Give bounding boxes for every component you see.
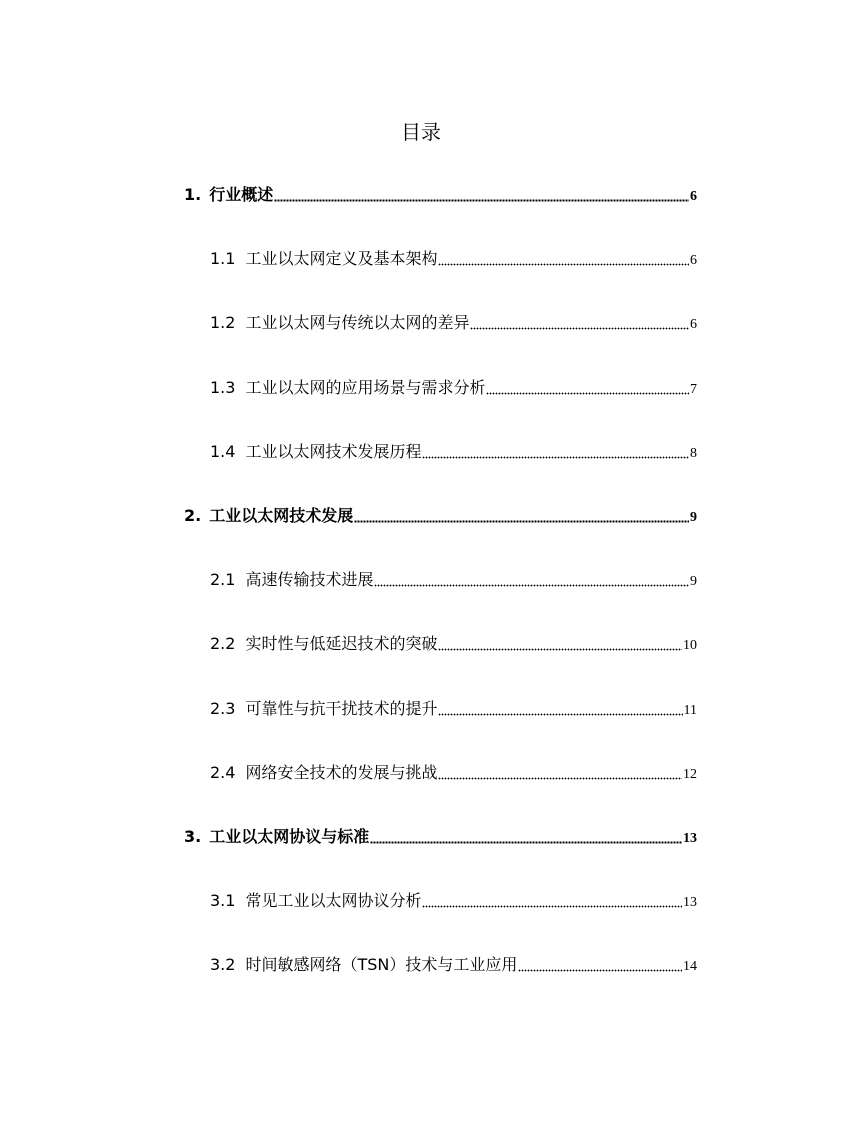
toc-entry-title: 实时性与低延迟技术的突破 — [245, 634, 438, 653]
toc-entry-number: 1.2 — [210, 313, 236, 332]
toc-entry-title: 工业以太网技术发展 — [209, 506, 354, 525]
toc-entry-number: 2. — [184, 506, 202, 525]
toc-section-entry[interactable] — [210, 439, 697, 463]
toc-entry-title: 工业以太网技术发展历程 — [245, 442, 422, 461]
toc-section-entry[interactable] — [210, 631, 697, 655]
toc-chapter-entry[interactable] — [184, 824, 697, 848]
toc-entry-title: 工业以太网协议与标准 — [209, 827, 370, 846]
toc-page-number: 7 — [690, 382, 697, 397]
toc-entry-number: 1.3 — [210, 378, 236, 397]
toc-page-number: 9 — [690, 574, 697, 589]
toc-title: 目录 — [401, 120, 441, 144]
toc-section-entry[interactable] — [210, 246, 697, 270]
toc-chapter-entry[interactable] — [184, 503, 697, 527]
toc-section-entry[interactable] — [210, 375, 697, 399]
toc-section-entry[interactable] — [210, 952, 697, 976]
toc-page-number: 14 — [683, 959, 697, 974]
toc-page-number: 10 — [683, 638, 697, 653]
toc-entry-number: 2.3 — [210, 699, 236, 718]
toc-page-number: 6 — [690, 317, 697, 332]
toc-page-number: 8 — [690, 446, 697, 461]
toc-entry-number: 3. — [184, 827, 202, 846]
toc-entry-title: 时间敏感网络（TSN）技术与工业应用 — [245, 955, 518, 974]
toc-dot-leader — [438, 760, 682, 784]
toc-entry-title: 工业以太网定义及基本架构 — [245, 249, 438, 268]
toc-section-entry[interactable] — [210, 310, 697, 334]
toc-dot-leader — [374, 567, 689, 591]
toc-page-number: 6 — [690, 189, 697, 204]
toc-dot-leader — [486, 375, 689, 399]
toc-chapter-entry[interactable] — [184, 182, 697, 206]
toc-section-entry[interactable] — [210, 567, 697, 591]
toc-dot-leader — [438, 631, 682, 655]
toc-entry-number: 3.1 — [210, 891, 236, 910]
toc-dot-leader — [274, 182, 689, 206]
toc-dot-leader — [422, 439, 689, 463]
toc-dot-leader — [438, 246, 689, 270]
toc-dot-leader — [370, 824, 682, 848]
toc-section-entry[interactable] — [210, 888, 697, 912]
toc-entry-title: 高速传输技术进展 — [245, 570, 374, 589]
toc-entry-number: 2.1 — [210, 570, 236, 589]
toc-page-number: 9 — [690, 510, 697, 525]
toc-entry-title: 网络安全技术的发展与挑战 — [245, 763, 438, 782]
toc-dot-leader — [422, 888, 682, 912]
toc-entry-number: 3.2 — [210, 955, 236, 974]
toc-section-entry[interactable] — [210, 696, 697, 720]
toc-page-number: 12 — [683, 767, 697, 782]
toc-page-number: 13 — [683, 831, 697, 846]
toc-dot-leader — [470, 310, 689, 334]
toc-entry-number: 1.4 — [210, 442, 236, 461]
toc-entry-title: 工业以太网的应用场景与需求分析 — [245, 378, 486, 397]
toc-page-number: 6 — [690, 253, 697, 268]
toc-entry-title: 行业概述 — [209, 185, 274, 204]
toc-dot-leader — [438, 696, 682, 720]
toc-entry-title: 可靠性与抗干扰技术的提升 — [245, 699, 438, 718]
toc-dot-leader — [518, 952, 682, 976]
toc-entry-number: 1.1 — [210, 249, 236, 268]
toc-entry-title: 常见工业以太网协议分析 — [245, 891, 422, 910]
toc-entry-number: 2.2 — [210, 634, 236, 653]
toc-page-number: 11 — [683, 703, 697, 718]
toc-entry-number: 1. — [184, 185, 202, 204]
toc-page-number: 13 — [683, 895, 697, 910]
toc-section-entry[interactable] — [210, 760, 697, 784]
toc-entry-number: 2.4 — [210, 763, 236, 782]
toc-dot-leader — [354, 503, 689, 527]
toc-entry-title: 工业以太网与传统以太网的差异 — [245, 313, 470, 332]
